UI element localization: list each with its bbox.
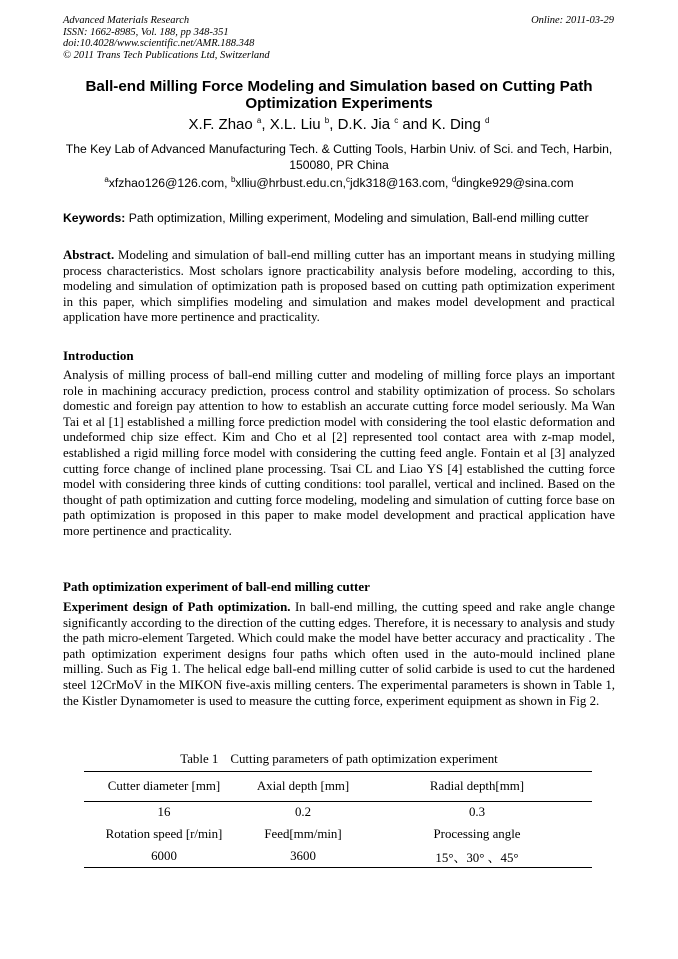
online-date: Online: 2011-03-29 bbox=[531, 15, 614, 26]
table-row bbox=[84, 846, 592, 868]
email-mark: c bbox=[346, 174, 350, 184]
author-separator: , bbox=[329, 116, 338, 133]
keywords-text: Path optimization, Milling experiment, Modeling and simulation, Ball-end milling cutter bbox=[125, 211, 589, 225]
author-affil-mark: b bbox=[324, 116, 330, 125]
abstract-text: Modeling and simulation of ball-end milling cutter has an important means in studying milling process characteristics. Most scholars ignore practicability analysis before modeling, according to this, modeling and simulation of optimization path is proposed based on cutting path optimization experiment in this paper, which simplifies modeling and simulation and makes model development and practical application have more pertinence and practicality. bbox=[63, 248, 615, 325]
table-cell: 3600 bbox=[244, 846, 362, 868]
path-section-heading: Path optimization experiment of ball-end milling cutter bbox=[63, 579, 370, 594]
author-separator: , bbox=[261, 116, 270, 133]
author-separator: and bbox=[398, 116, 432, 133]
doi-line: doi:10.4028/www.scientific.net/AMR.188.348 bbox=[63, 38, 255, 49]
table-header-cell: Radial depth[mm] bbox=[362, 772, 592, 802]
table-header-row bbox=[84, 772, 592, 802]
abstract-paragraph bbox=[63, 248, 615, 326]
table-caption-text: Cutting parameters of path optimization experiment bbox=[230, 752, 498, 766]
experiment-design-paragraph bbox=[63, 600, 615, 709]
abstract-label: Abstract. bbox=[63, 248, 115, 262]
table-cell: 6000 bbox=[84, 846, 244, 868]
experiment-design-label: Experiment design of Path optimization. bbox=[63, 600, 291, 614]
table-caption bbox=[63, 752, 615, 767]
affiliation: The Key Lab of Advanced Manufacturing Tech. & Cutting Tools, Harbin Univ. of Sci. and Tech, Harbin, 150080, PR China bbox=[65, 142, 613, 172]
email-address: dingke929@sina.com bbox=[456, 176, 574, 190]
paper-title: Ball-end Milling Force Modeling and Simulation based on Cutting Path Optimization Experiments bbox=[85, 78, 593, 112]
table-header-cell: Axial depth [mm] bbox=[244, 772, 362, 802]
email-address: xlliu@hrbust.edu.cn, bbox=[235, 176, 346, 190]
author-name: X.L. Liu bbox=[269, 116, 321, 133]
table-header-cell: Cutter diameter [mm] bbox=[84, 772, 244, 802]
issn-line: ISSN: 1662-8985, Vol. 188, pp 348-351 bbox=[63, 26, 229, 38]
table-cell: Processing angle bbox=[433, 827, 521, 841]
table-cell: 0.3 bbox=[468, 805, 486, 820]
author-affil-mark: d bbox=[485, 116, 490, 125]
journal-header bbox=[63, 15, 270, 61]
author-affil-mark: a bbox=[256, 116, 262, 125]
email-address: jdk318@163.com, bbox=[350, 176, 452, 190]
email-list bbox=[40, 176, 638, 191]
table-cell: 0.2 bbox=[294, 805, 312, 820]
keywords-line bbox=[63, 211, 615, 226]
table-cell: 16 bbox=[157, 805, 171, 820]
table-cell: Rotation speed [r/min] bbox=[105, 827, 223, 841]
table-row bbox=[84, 824, 592, 846]
introduction-paragraph: Analysis of milling process of ball-end milling cutter and modeling of milling force plays an important role in machining accuracy prediction, process control and stability optimization of process. So scholars domestic and foreign pay attention to how to establish an accurate cutting force model seriously. Ma Wan Tai et al [1] established a milling force prediction model with considering the tool elastic deformation and undeformed chip size effect. Kim and Cho et al [2] represented tool contact area with z-map model, established a rigid milling force model with considering the cutting feed angle. Fontain et al [3] analyzed cutting force change of inclined plane processing. Tsai CL and Liao YS [4] established the cutting force model with considering three kinds of cutting conditions: tool parallel, vertical and inclined. Based on the thought of path optimization and cutting force modeling, modeling and simulation of cutting force base on path optimization is proposed in this paper to make model development and practical application have more pertinence and practicality. bbox=[63, 368, 615, 538]
email-mark: a bbox=[104, 174, 109, 184]
copyright-line: © 2011 Trans Tech Publications Ltd, Switzerland bbox=[63, 49, 270, 61]
experiment-design-text: In ball-end milling, the cutting speed and rake angle change significantly according to the direction of the cutting edges. Therefore, it is necessary to analysis and study the path micro-element Targeted. Which could make the model have better accuracy and practicality . The path optimization experiment designs four paths which often used in the auto-mould inclined plane milling. Such as Fig 1. The helical edge ball-end milling cutter of solid carbide is used to cut the hardened steel 12CrMoV in the MIKON five-axis milling centers. The experimental parameters is shown in Table 1, the Kistler Dynamometer is used to measure the cutting force, experiment equipment as shown in Fig 2. bbox=[63, 600, 615, 708]
email-mark: d bbox=[451, 174, 457, 184]
table-cell: Feed[mm/min] bbox=[264, 827, 342, 841]
author-affil-mark: c bbox=[394, 116, 399, 125]
email-address: xfzhao126@126.com, bbox=[108, 176, 231, 190]
keywords-label: Keywords: bbox=[63, 211, 126, 225]
table-cell: 15°、30° 、45° bbox=[362, 846, 592, 868]
author-list bbox=[40, 116, 638, 134]
table-number: Table 1 bbox=[180, 752, 219, 766]
author-name: D.K. Jia bbox=[337, 116, 391, 133]
author-name: K. Ding bbox=[431, 116, 481, 133]
introduction-heading: Introduction bbox=[63, 348, 134, 363]
email-mark: b bbox=[230, 174, 236, 184]
journal-name: Advanced Materials Research bbox=[63, 15, 190, 26]
table-row bbox=[84, 802, 592, 824]
author-name: X.F. Zhao bbox=[188, 116, 253, 133]
cutting-parameters-table bbox=[84, 771, 592, 868]
